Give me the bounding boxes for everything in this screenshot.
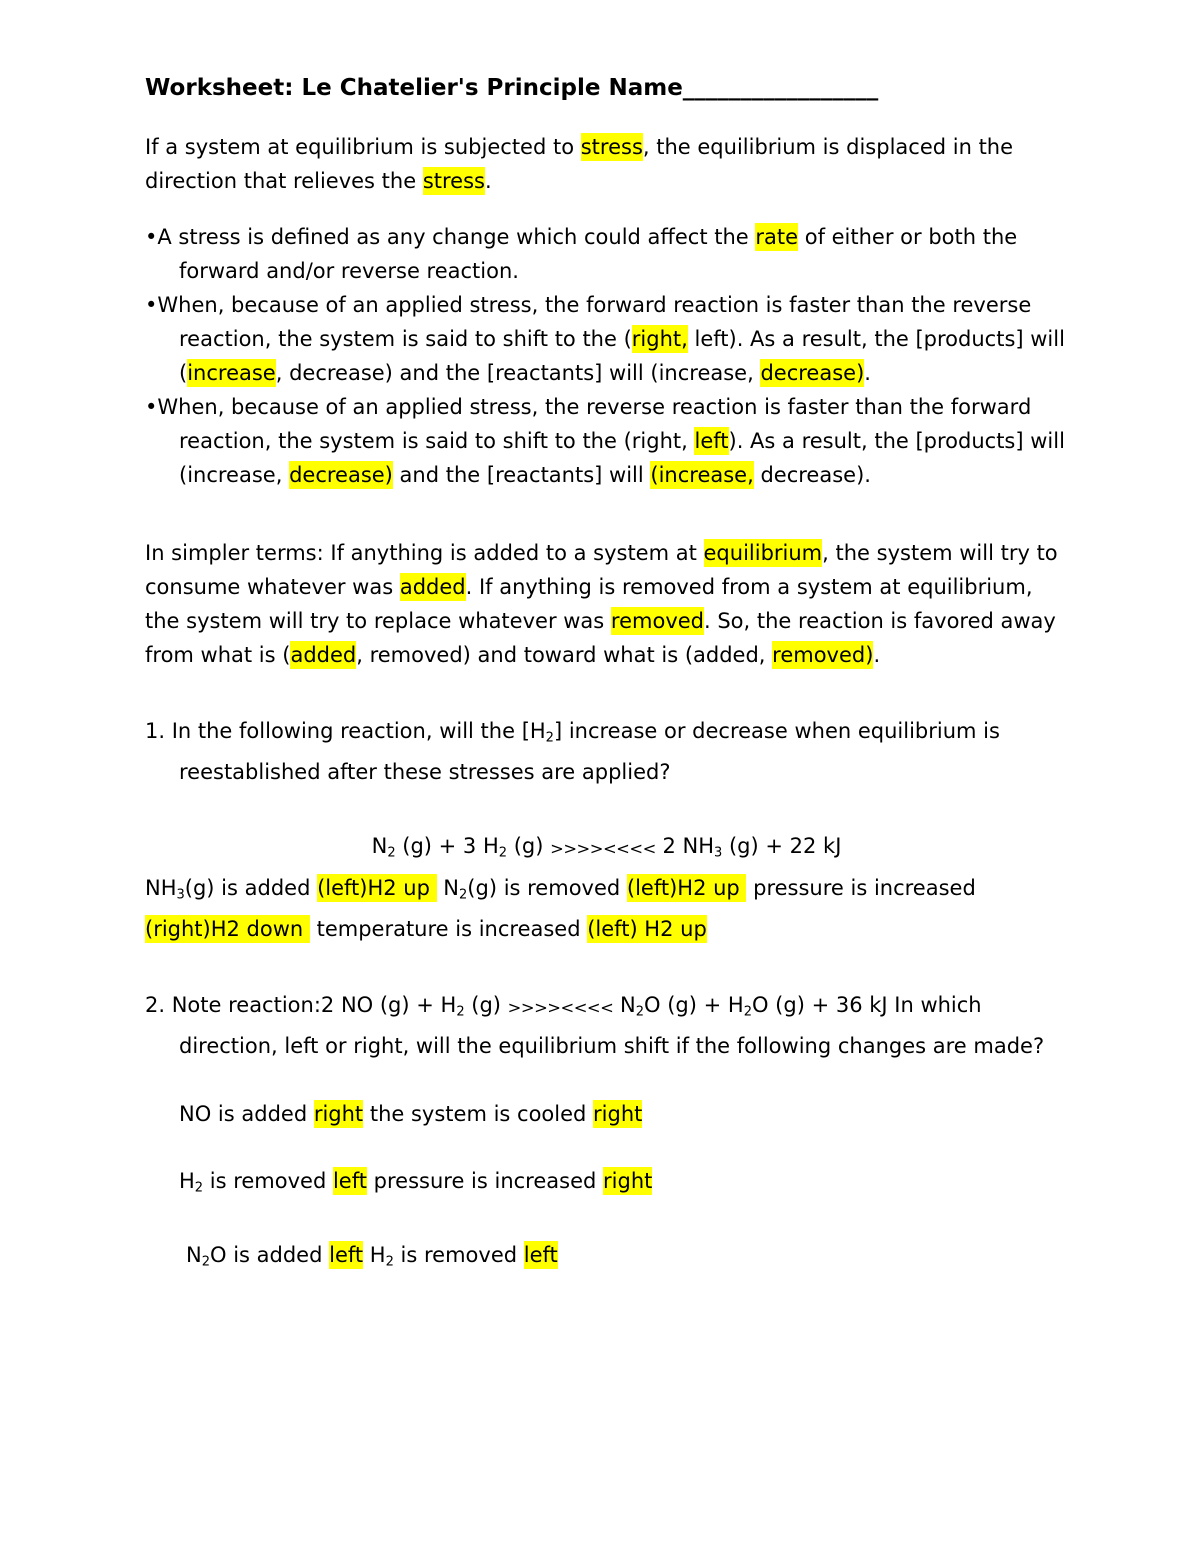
text-segment: N [371,834,388,859]
text-segment: 2 NH [655,834,715,859]
highlighted-text: stress [422,169,485,193]
highlighted-text: (increase, [650,463,754,487]
highlighted-text: left [694,429,729,453]
text-segment: , the equilibrium is displaced in the direction that relieves the [145,135,1020,193]
highlighted-text: right, [631,327,688,351]
text-segment: 1. In the following reaction, will the [H [145,719,546,743]
text-segment: and the [reactants] will [392,463,651,487]
highlighted-text: (left) H2 up [587,916,707,941]
bullet-forward-faster [145,288,1072,390]
text-segment: decrease). [753,463,871,487]
text-segment: (g) + 22 kJ [722,834,842,859]
q2-answer-line-1 [179,1097,1068,1131]
text-segment: . So, the reaction is favored away from what is ( [145,609,1063,667]
highlighted-text: left [332,1169,367,1193]
highlighted-text: increase [187,361,276,385]
text-segment: A stress is defined as any change which could affect the [157,225,756,249]
text-segment: O (g) + H [644,992,744,1017]
text-segment: , removed) and toward what is (added, [356,643,773,667]
text-segment: NO is added [179,1102,314,1126]
intro-paragraph [145,130,1068,198]
text-segment: of either or both the forward and/or reverse reaction. [179,225,1024,283]
text-segment: ). As a result, the [products] will (increase, [179,429,1072,487]
highlighted-text: left [329,1243,364,1268]
worksheet-title [145,72,1068,104]
question-1-reaction-equation [145,829,1068,870]
text-segment: Worksheet: Le Chatelier's Principle Name_________________ [145,75,879,101]
highlighted-text: equilibrium [703,541,823,565]
highlighted-text: stress [580,135,643,159]
question-2-prompt [145,988,1068,1063]
text-segment: 2 [635,1004,645,1019]
highlighted-text: (right)H2 down [145,916,310,941]
text-segment: 3 [176,886,185,902]
text-segment: the system is cooled [363,1102,594,1126]
text-segment: H [363,1243,386,1268]
text-segment: NH [145,875,177,900]
text-segment: If a system at equilibrium is subjected to [145,135,581,159]
text-segment: >>>><<<< [507,997,614,1017]
text-segment: O is added [210,1243,330,1268]
text-segment: (g) [464,992,508,1017]
text-segment: 2 [201,1254,210,1270]
text-segment: temperature is increased [309,916,588,941]
highlighted-text: added [399,575,466,599]
highlighted-text: right [593,1102,643,1126]
text-segment: (g) is added [184,875,318,900]
text-segment: . If anything is removed from a system at equilibrium, the system will try to replace whatever was [145,575,1040,633]
text-segment: left). As a result, the [products] will ( [179,327,1072,385]
highlighted-text: (left)H2 up [317,875,437,900]
text-segment: O (g) + 36 kJ In which direction, left or right, will the equilibrium shift if the following changes are made? [179,992,1045,1058]
text-segment: (g) [507,834,551,859]
text-segment: 2 [545,730,554,746]
text-segment: 2 [459,886,468,902]
question-2-answers [145,1097,1068,1280]
highlighted-text: (left)H2 up [626,875,747,900]
q2-answer-line-2 [179,1164,1068,1205]
text-segment: (g) + 3 H [395,834,499,859]
bullet-reverse-faster [145,390,1072,492]
text-segment: N [436,875,460,900]
q2-answer-line-3 [179,1238,1068,1279]
text-segment: H [179,1169,195,1193]
highlighted-text: rate [755,225,799,249]
text-segment: ] increase or decrease when equilibrium is reestablished after these stresses are applied? [179,719,1007,785]
text-segment: In simpler terms: If anything is added to a system at [145,541,704,565]
text-segment: , the system will try to consume whatever was [145,541,1065,599]
highlighted-text: right [313,1102,364,1126]
text-segment: 3 [714,845,723,861]
highlighted-text: right [603,1169,653,1193]
text-segment: 2 [498,845,508,861]
text-segment: When, because of an applied stress, the forward reaction is faster than the reverse reaction, the system is said to shift to the ( [157,293,1038,351]
text-segment: pressure is increased [746,875,983,900]
text-segment: . [864,361,871,385]
highlighted-text: added [290,643,357,667]
text-segment: When, because of an applied stress, the reverse reaction is faster than the forward reaction, the system is said to shift to the (right, [157,395,1038,453]
text-segment: is removed [203,1169,333,1193]
text-segment: N [613,992,636,1017]
text-segment: . [484,169,492,193]
question-1-prompt [145,714,1068,789]
highlighted-text: removed [610,609,704,633]
text-segment: >>>><<<< [550,839,656,859]
text-segment: 2 [385,1254,394,1270]
text-segment: 2. Note reaction:2 NO (g) + H [145,992,457,1017]
text-segment: , decrease) and the [reactants] will (increase, [275,361,761,385]
simpler-terms-paragraph [145,536,1068,672]
highlighted-text: decrease) [760,361,865,385]
highlighted-text: removed) [772,643,874,667]
highlighted-text: decrease) [289,463,393,487]
text-segment: 2 [456,1004,465,1019]
question-1-answers [145,871,1068,946]
text-segment: 2 [194,1180,204,1196]
text-segment: N [186,1243,202,1268]
text-segment: pressure is increased [366,1169,604,1193]
bullet-rate-definition [145,220,1068,288]
text-segment: (g) is removed [467,875,627,900]
text-segment: 2 [387,845,396,861]
highlighted-text: left [523,1243,558,1268]
text-segment: is removed [393,1243,524,1268]
text-segment: 2 [743,1004,752,1019]
stress-bullet-list [145,220,1072,492]
text-segment: . [873,643,881,667]
